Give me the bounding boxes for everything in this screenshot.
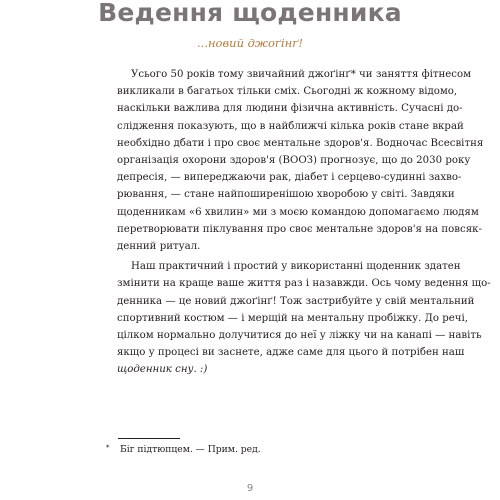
text-line: денний ритуал. bbox=[117, 241, 201, 253]
text-line: слідження показують, що в найближчі кілька років стане вкрай bbox=[117, 120, 464, 132]
text-line-emphasis: щоденникам «6 хвилин» ми з моєю командою допомагаємо людям bbox=[117, 206, 479, 218]
text-line: рювання, — стане найпоширенішою хворобою у світі. Завдяки bbox=[117, 189, 455, 201]
text-line: денника — це новий джоґінґ! Тож застрибуйте у свій ментальний bbox=[117, 295, 475, 307]
text-line: цілком нормально долучитися до неї у ліжку чи на канапі — навіть bbox=[117, 330, 482, 342]
text-line: депресія, — випереджаючи рак, діабет і серцево-судинні захво- bbox=[117, 172, 462, 184]
text-line: організація охорони здоров'я (ВООЗ) прогнозує, що до 2030 року bbox=[117, 155, 471, 167]
text-line: необхідно дбати і про своє ментальне здоров'я. Водночас Всесвітня bbox=[117, 137, 484, 149]
body-text bbox=[117, 66, 491, 379]
text-line: Наш практичний і простий у використанні щоденник здатен bbox=[131, 261, 461, 273]
page-title: Ведення щоденника bbox=[98, 0, 402, 27]
text-line: змінити на краще ваше життя раз і назавжди. Ось чому ведення що- bbox=[117, 278, 491, 290]
footnote bbox=[106, 444, 261, 455]
paragraph-2 bbox=[117, 258, 491, 378]
text-line: викликали в багатьох тільки сміх. Сьогодні ж кожному відомо, bbox=[117, 86, 458, 98]
page-number: 9 bbox=[246, 483, 254, 494]
footnote-text: Біг підтюпцем. — Прим. ред. bbox=[120, 444, 261, 455]
text-line: якщо у процесі ви заснете, адже саме для цього й потрібен наш bbox=[117, 347, 465, 359]
text-line: Усього 50 років тому звичайний джоґінґ* чи заняття фітнесом bbox=[131, 69, 472, 80]
text-line: спортивний костюм — і мерщій на ментальну пробіжку. До речі, bbox=[117, 312, 469, 324]
footnote-mark: * bbox=[106, 444, 110, 452]
text-line: перетворювати піклування про своє ментальне здоров'я на повсяк- bbox=[117, 223, 482, 235]
page-subtitle: ...новий джоґінґ! bbox=[197, 36, 303, 50]
text-line: наскільки важлива для людини фізична активність. Сучасні до- bbox=[117, 103, 463, 115]
text-line-emphasis: щоденник сну. :) bbox=[117, 364, 208, 376]
paragraph-1 bbox=[117, 66, 484, 255]
footnote-divider bbox=[118, 438, 180, 439]
